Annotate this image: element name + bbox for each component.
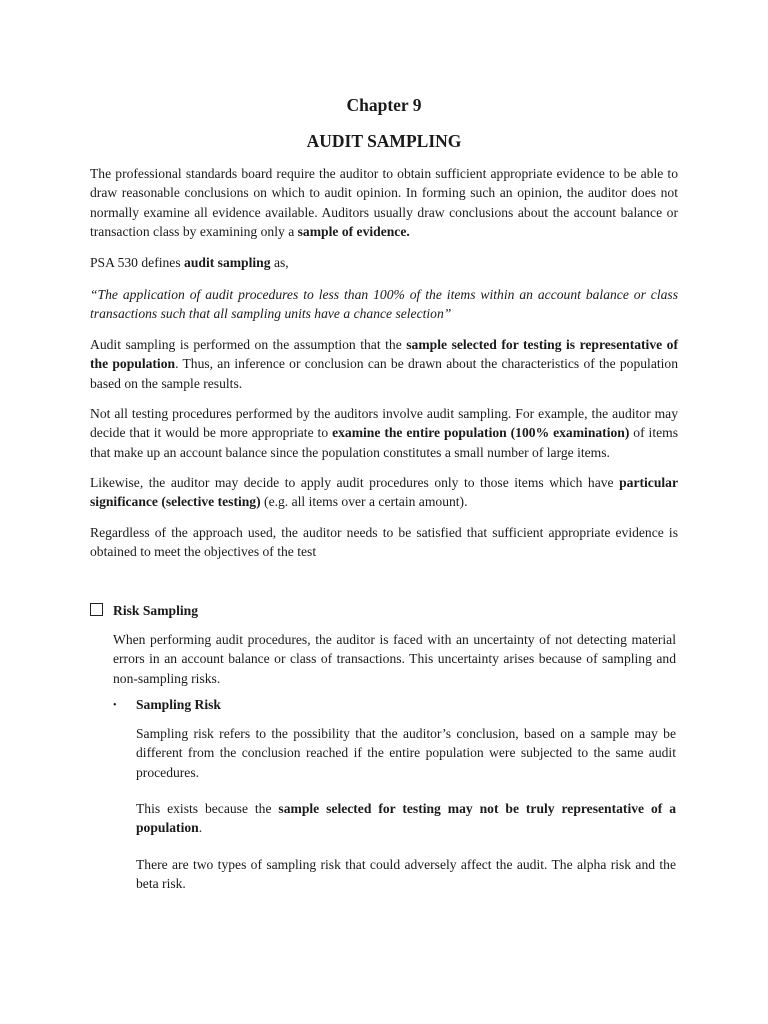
psa-quote: “The application of audit procedures to less than 100% of the items within an account balance or class transactions such that all sampling units have a chance selection” bbox=[90, 287, 678, 322]
assumption-bold: sample selected for testing is representative of the population bbox=[90, 337, 678, 372]
intro-bold: sample of evidence. bbox=[297, 223, 410, 239]
risk-intro-paragraph: When performing audit procedures, the auditor is faced with an uncertainty of not detecting material errors in an account balance or class of transactions. This uncertainty arises because of sampling and non-sampling risks. bbox=[113, 632, 676, 686]
risk-sampling-heading-text: Risk Sampling bbox=[113, 603, 198, 618]
exists-bold: sample selected for testing may not be truly representative of a population bbox=[136, 801, 676, 836]
assumption-pre: Audit sampling is performed on the assumption that the bbox=[90, 337, 407, 352]
sampling-risk-definition: Sampling risk refers to the possibility that the auditor’s conclusion, based on a sample may be different from the conclusion reached if the entire population were subjected to the same audit procedures. bbox=[136, 726, 676, 780]
psa-post: as, bbox=[270, 255, 289, 270]
chapter-title: AUDIT SAMPLING bbox=[306, 131, 462, 151]
exists-post: . bbox=[198, 820, 203, 836]
not-all-paragraph bbox=[90, 404, 678, 462]
not-all-bold: examine the entire population (100% examination) bbox=[332, 425, 630, 441]
sampling-risk-exists bbox=[136, 799, 676, 838]
assumption-paragraph bbox=[90, 335, 678, 393]
psa-paragraph bbox=[90, 253, 678, 272]
psa-pre: PSA 530 defines bbox=[90, 255, 185, 270]
bullet-icon: • bbox=[113, 700, 117, 711]
not-all-pre: Not all testing procedures performed by the auditors involve audit sampling. For example, the auditor may decide that it would be more appropriate to bbox=[90, 406, 678, 441]
likewise-pre: Likewise, the auditor may decide to apply audit procedures only to those items which have bbox=[90, 475, 620, 490]
sampling-risk-heading bbox=[113, 695, 676, 715]
likewise-post: (e.g. all items over a certain amount). bbox=[260, 494, 468, 510]
sampling-risk-types: There are two types of sampling risk that could adversely affect the audit. The alpha risk and the beta risk. bbox=[136, 857, 676, 892]
intro-paragraph bbox=[90, 164, 678, 241]
likewise-paragraph bbox=[90, 473, 678, 512]
intro-text: The professional standards board require the auditor to obtain sufficient appropriate evidence to be able to draw reasonable conclusions on which to audit opinion. In forming such an opinion, the auditor does not normally examine all evidence available. Auditors usually draw conclusions about the account balance or transaction class by examining only a bbox=[90, 166, 678, 239]
exists-pre: This exists because the bbox=[136, 801, 279, 816]
chapter-number: Chapter 9 bbox=[346, 95, 422, 115]
likewise-bold: particular significance (selective testing) bbox=[90, 475, 678, 510]
sampling-risk-heading-text: Sampling Risk bbox=[136, 697, 221, 712]
risk-sampling-heading bbox=[90, 601, 678, 620]
assumption-post: . Thus, an inference or conclusion can be drawn about the characteristics of the population based on the sample results. bbox=[90, 356, 679, 391]
psa-bold: audit sampling bbox=[184, 255, 271, 270]
checkbox-bullet-icon bbox=[90, 603, 103, 616]
regardless-paragraph: Regardless of the approach used, the auditor needs to be satisfied that sufficient appropriate evidence is obtained to meet the objectives of the test bbox=[90, 525, 678, 560]
not-all-post: of items that make up an account balance since the population constitutes a small number of large items. bbox=[90, 425, 679, 460]
